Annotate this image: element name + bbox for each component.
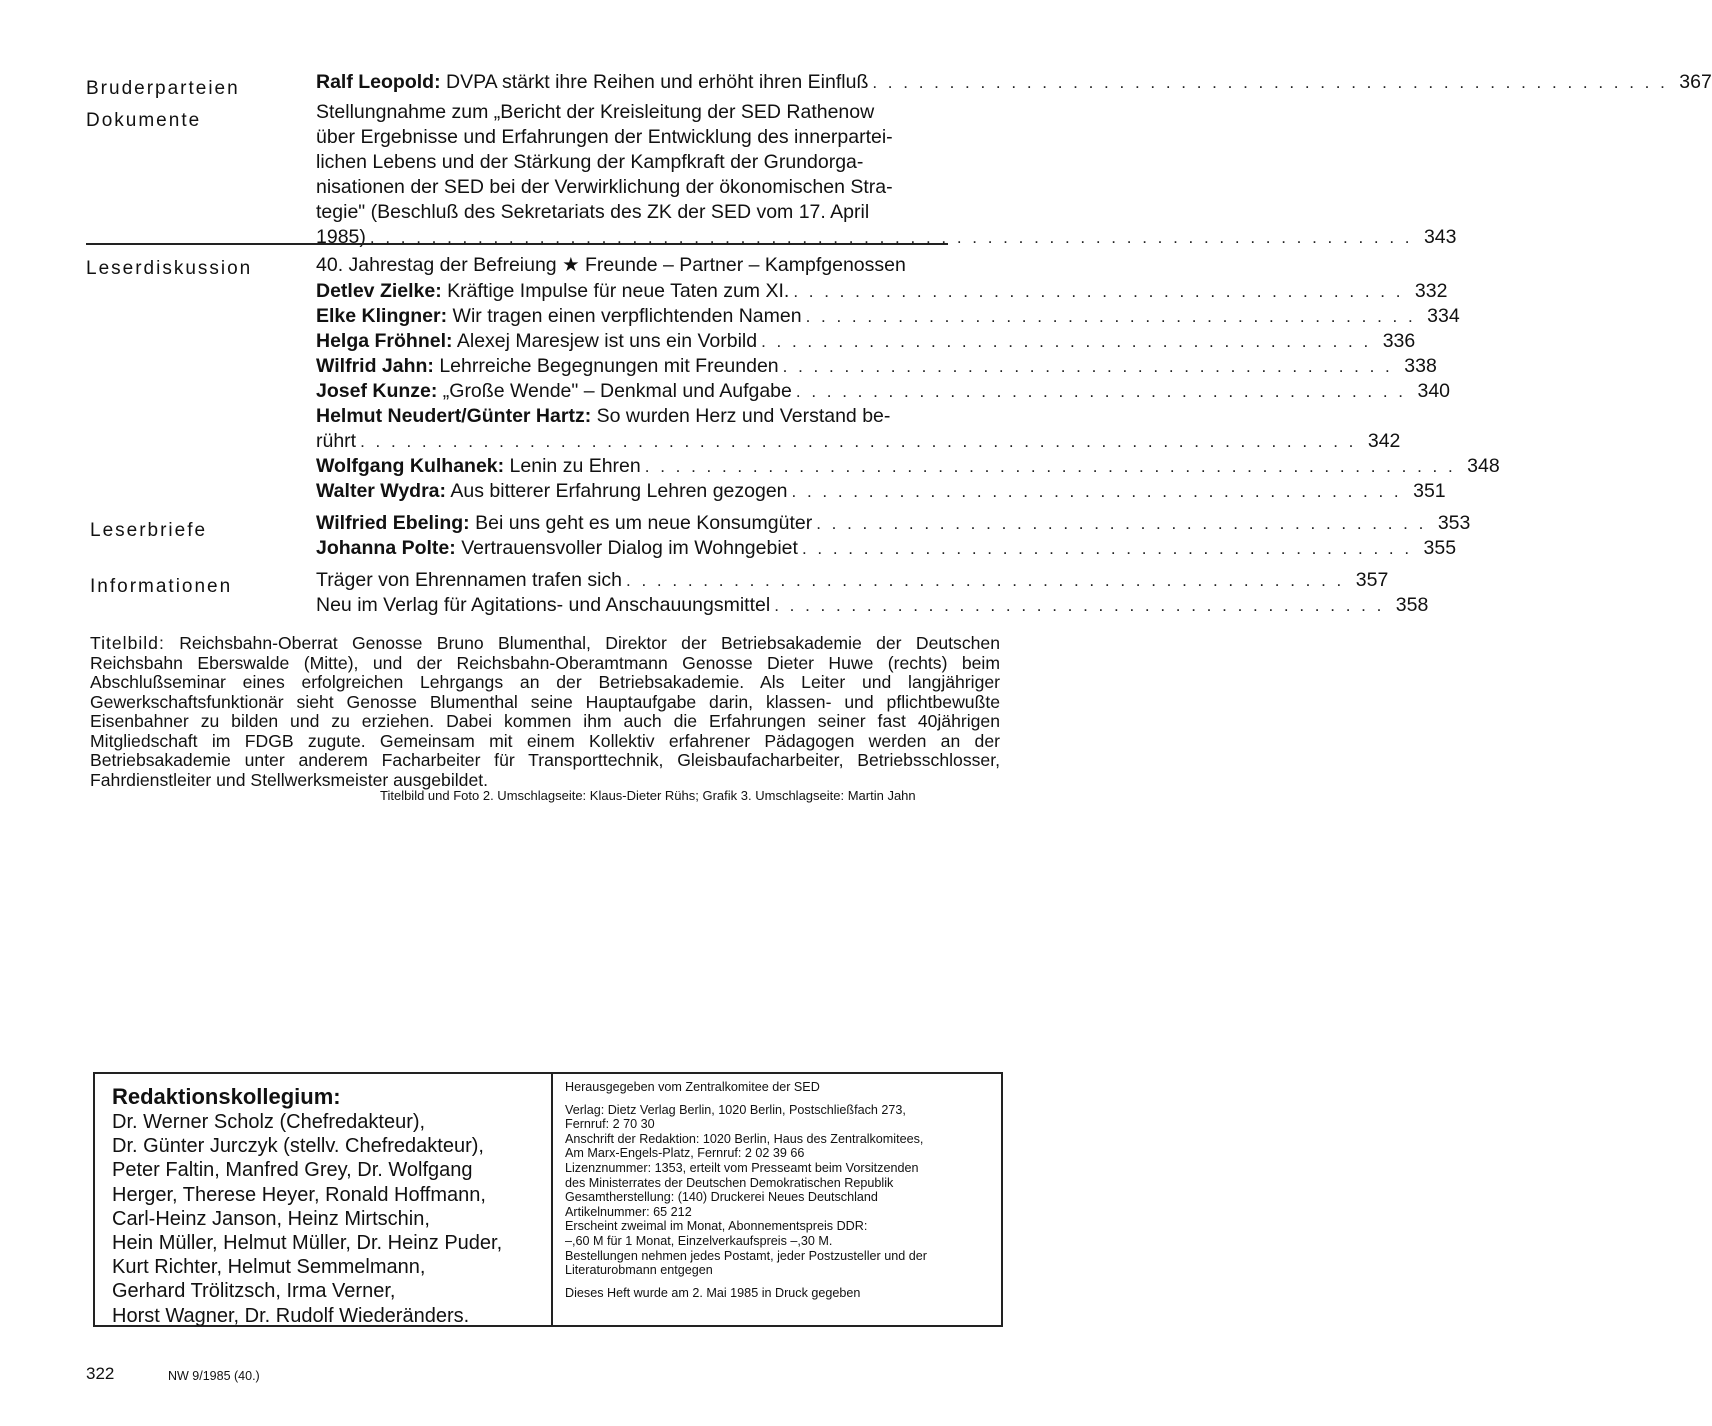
leader-dots: . . . . . . . . . . . . . . . . . . . . . . . . . . . . . . . . . . . . . . . . . . . . . . . . . . . . . [644, 457, 1456, 476]
entry-title: Alexej Maresjew ist uns ein Vorbild [452, 330, 758, 352]
board-member-line: Horst Wagner, Dr. Rudolf Wiederänders. [112, 1304, 470, 1327]
entry-author: Detlev Zielke: [316, 280, 442, 302]
entry-title: „Große Wende" – Denkmal und Aufgabe [437, 380, 792, 402]
entry-page: 340 [1417, 380, 1451, 402]
leader-dots: . . . . . . . . . . . . . . . . . . . . . . . . . . . . . . . . . . . . . . . . [805, 307, 1416, 326]
issue-label: NW 9/1985 (40.) [168, 1369, 260, 1383]
leader-dots: . . . . . . . . . . . . . . . . . . . . . . . . . . . . . . . . . . . . . . . . [816, 514, 1427, 533]
section-label-informationen: Informationen [90, 576, 233, 597]
caption-label: Titelbild: [90, 633, 165, 653]
entry-page: 355 [1423, 537, 1457, 559]
entry-author: Elke Klingner: [316, 305, 448, 327]
entry-title: Lenin zu Ehren [504, 455, 641, 477]
imprint-line: des Ministerrates der Deutschen Demokratischen Republik [565, 1175, 894, 1190]
entry-title: So wurden Herz und Verstand be- [591, 405, 891, 427]
toc-entry[interactable] [316, 304, 1460, 329]
editorial-heading: Redaktionskollegium: [112, 1084, 341, 1109]
document-line: nisationen der SED bei der Verwirklichung der ökonomischen Stra- [316, 176, 893, 198]
entry-page: 353 [1437, 512, 1471, 534]
entry-author: Helmut Neudert/Günter Hartz: [316, 405, 592, 427]
page-number: 322 [86, 1364, 115, 1383]
entry-title: Kräftige Impulse für neue Taten zum XI. [441, 280, 790, 302]
entry-page: 358 [1395, 594, 1429, 616]
entry-title: Aus bitterer Erfahrung Lehren gezogen [446, 480, 788, 502]
section-heading: 40. Jahrestag der Befreiung ★ Freunde – Partner – Kampfgenossen [316, 254, 906, 276]
leader-dots: . . . . . . . . . . . . . . . . . . . . . . . . . . . . . . . . . . . . . . . . . . . . . . . . . . . . . . . . . . . . . . . . . . . . [369, 228, 1413, 247]
board-member-line: Hein Müller, Helmut Müller, Dr. Heinz Puder, [112, 1232, 503, 1255]
toc-entry[interactable] [316, 454, 1500, 479]
imprint-line: Bestellungen nehmen jedes Postamt, jeder Postzusteller und der [565, 1248, 927, 1263]
entry-title-continued: rührt [316, 430, 357, 452]
entry-page: 338 [1404, 355, 1437, 377]
toc-entry[interactable] [316, 379, 1451, 404]
entry-author: Josef Kunze: [316, 380, 438, 402]
leader-dots: . . . . . . . . . . . . . . . . . . . . . . . . . . . . . . . . . . . . . . . . [791, 482, 1402, 501]
imprint-line: Lizenznummer: 1353, erteilt vom Presseamt beim Vorsitzenden [565, 1160, 919, 1175]
imprint-line: Fernruf: 2 70 30 [565, 1117, 655, 1132]
entry-title: Bei uns geht es um neue Konsumgüter [469, 512, 813, 534]
cover-caption [90, 634, 1000, 790]
entry-author: Ralf Leopold: [316, 71, 441, 93]
toc-group-leserbriefe [316, 511, 1471, 561]
entry-author: Walter Wydra: [316, 480, 447, 502]
board-member-line: Dr. Günter Jurczyk (stellv. Chefredakteur), [112, 1135, 484, 1158]
leader-dots: . . . . . . . . . . . . . . . . . . . . . . . . . . . . . . . . . . . . . . . . . . . . . . . . . . . . . . . . . . . . . . . . . [360, 432, 1357, 451]
section-label-leserdiskussion: Leserdiskussion [86, 258, 253, 279]
imprint-line: Anschrift der Redaktion: 1020 Berlin, Haus des Zentralkomitees, [565, 1131, 924, 1146]
toc-entry[interactable] [316, 593, 1429, 618]
section-label-dokumente: Dokumente [86, 110, 202, 131]
leader-dots: . . . . . . . . . . . . . . . . . . . . . . . . . . . . . . . . . . . . . . . . [793, 282, 1404, 301]
entry-page: 336 [1382, 330, 1416, 352]
entry-author: Johanna Polte: [316, 537, 456, 559]
board-member-line: Kurt Richter, Helmut Semmelmann, [112, 1256, 426, 1279]
document-line: Stellungnahme zum „Bericht der Kreisleitung der SED Rathenow [316, 101, 875, 123]
leader-dots: . . . . . . . . . . . . . . . . . . . . . . . . . . . . . . . . . . . . . . . . [795, 382, 1407, 401]
toc-entry[interactable] [316, 568, 1389, 593]
imprint-line: Erscheint zweimal im Monat, Abonnementspreis DDR: [565, 1219, 868, 1234]
imprint-line: Artikelnummer: 65 212 [565, 1204, 692, 1219]
entry-author: Wolfgang Kulhanek: [316, 455, 505, 477]
board-member-line: Carl-Heinz Janson, Heinz Mirtschin, [112, 1207, 430, 1230]
toc-entry-document[interactable] [316, 100, 1457, 250]
leader-dots: . . . . . . . . . . . . . . . . . . . . . . . . . . . . . . . . . . . . . . . . [774, 596, 1385, 615]
entry-page: 334 [1427, 305, 1460, 327]
leader-dots: . . . . . . . . . . . . . . . . . . . . . . . . . . . . . . . . . . . . . . . . . . . . . . . . . . . . [872, 73, 1668, 92]
section-label-leserbriefe: Leserbriefe [90, 520, 208, 541]
entry-page: 351 [1413, 480, 1446, 502]
imprint-line: Verlag: Dietz Verlag Berlin, 1020 Berlin, Postschließfach 273, [565, 1102, 906, 1117]
leader-dots: . . . . . . . . . . . . . . . . . . . . . . . . . . . . . . . . . . . . . . . . [761, 332, 1372, 351]
board-member-line: Dr. Werner Scholz (Chefredakteur), [112, 1111, 426, 1133]
entry-author: Wilfried Ebeling: [316, 512, 470, 534]
imprint-publisher: Herausgegeben vom Zentralkomitee der SED [565, 1080, 820, 1094]
toc-entry[interactable] [316, 511, 1471, 536]
toc-entry[interactable] [316, 536, 1457, 561]
entry-author: Helga Fröhnel: [316, 330, 453, 352]
box-divider [551, 1074, 553, 1325]
board-member-line: Herger, Therese Heyer, Ronald Hoffmann, [112, 1183, 486, 1206]
spacer [565, 1278, 995, 1286]
photo-credit: Titelbild und Foto 2. Umschlagseite: Klaus-Dieter Rühs; Grafik 3. Umschlagseite: Martin Jahn [380, 788, 916, 803]
toc-entry[interactable] [316, 70, 1712, 95]
imprint-line: Literaturobmann entgegen [565, 1263, 713, 1278]
entry-page: 332 [1414, 280, 1448, 302]
leader-dots: . . . . . . . . . . . . . . . . . . . . . . . . . . . . . . . . . . . . . . . . . . . . . . . [626, 571, 1345, 590]
entry-title: Träger von Ehrennamen trafen sich [316, 569, 623, 591]
leader-dots: . . . . . . . . . . . . . . . . . . . . . . . . . . . . . . . . . . . . . . . . [801, 539, 1413, 558]
entry-page: 357 [1355, 569, 1389, 591]
entry-page: 348 [1467, 455, 1500, 477]
editorial-box [93, 1072, 1003, 1327]
document-line: lichen Lebens und der Stärkung der Kampfkraft der Grundorga- [316, 151, 864, 173]
board-member-line: Gerhard Trölitzsch, Irma Verner, [112, 1280, 396, 1303]
document-line: tegie" (Beschluß des Sekretariats des ZK der SED vom 17. April [316, 201, 870, 223]
toc-entry[interactable] [316, 329, 1416, 354]
leader-dots: . . . . . . . . . . . . . . . . . . . . . . . . . . . . . . . . . . . . . . . . [782, 357, 1393, 376]
entry-title: DVPA stärkt ihre Reihen und erhöht ihren Einfluß [440, 71, 869, 93]
toc-entry[interactable] [316, 404, 1401, 454]
toc-group-leserdiskussion [316, 253, 1500, 504]
entry-title: Vertrauensvoller Dialog im Wohngebiet [455, 537, 798, 559]
entry-title: Wir tragen einen verpflichtenden Namen [447, 305, 802, 327]
entry-page: 342 [1367, 430, 1401, 452]
toc-entry[interactable] [316, 479, 1446, 504]
toc-entry[interactable] [316, 354, 1437, 379]
toc-group-informationen [316, 568, 1429, 618]
caption-text: Reichsbahn-Oberrat Genosse Bruno Blumenthal, Direktor der Betriebsakademie der Deutschen Reichsbahn Eberswalde (Mitte), und der Reichsbahn-Oberamtmann Genosse Dieter Huwe (rechts) beim Abschlußseminar eines erfolgreichen Lehrgangs an der Betriebsakademie. Als Leiter und langjähriger Gewerkschaftsfunktionär sieht Genosse Blumenthal seine Hauptaufgabe darin, klassen- und pflichtbewußte Eisenbahner zu bilden und zu erziehen. Dabei kommen ihm auch die Erfahrungen seiner fast 40jährigen Mitgliedschaft im FDGB zugute. Gemeinsam mit einem Kollektiv erfahrener Pädagogen werden an der Betriebsakademie unter anderem Facharbeiter für Transporttechnik, Gleisbaufacharbeiter, Betriebsschlosser, Fahrdienstleiter und Stellwerksmeister ausgebildet. [90, 633, 1000, 790]
imprint-print-date: Dieses Heft wurde am 2. Mai 1985 in Druck gegeben [565, 1285, 861, 1300]
entry-page: 343 [1423, 226, 1457, 248]
imprint-line: Gesamtherstellung: (140) Druckerei Neues Deutschland [565, 1190, 878, 1205]
entry-title: Lehrreiche Begegnungen mit Freunden [433, 355, 779, 377]
board-member-line: Peter Faltin, Manfred Grey, Dr. Wolfgang [112, 1159, 473, 1182]
document-line: 1985) [316, 226, 366, 248]
entry-page: 367 [1679, 71, 1712, 93]
entry-author: Wilfrid Jahn: [316, 355, 434, 377]
entry-title: Neu im Verlag für Agitations- und Anschauungsmittel [316, 594, 771, 616]
section-label-bruderparteien: Bruderparteien [86, 78, 240, 99]
imprint-line: –,60 M für 1 Monat, Einzelverkaufspreis –,30 M. [565, 1233, 833, 1248]
toc-entry[interactable] [316, 279, 1448, 304]
imprint [565, 1080, 995, 1300]
spacer [565, 1095, 995, 1103]
divider-rule [86, 243, 948, 245]
imprint-line: Am Marx-Engels-Platz, Fernruf: 2 02 39 66 [565, 1146, 805, 1161]
editorial-board [112, 1084, 542, 1328]
document-line: über Ergebnisse und Erfahrungen der Entwicklung des innerpartei- [316, 126, 893, 148]
